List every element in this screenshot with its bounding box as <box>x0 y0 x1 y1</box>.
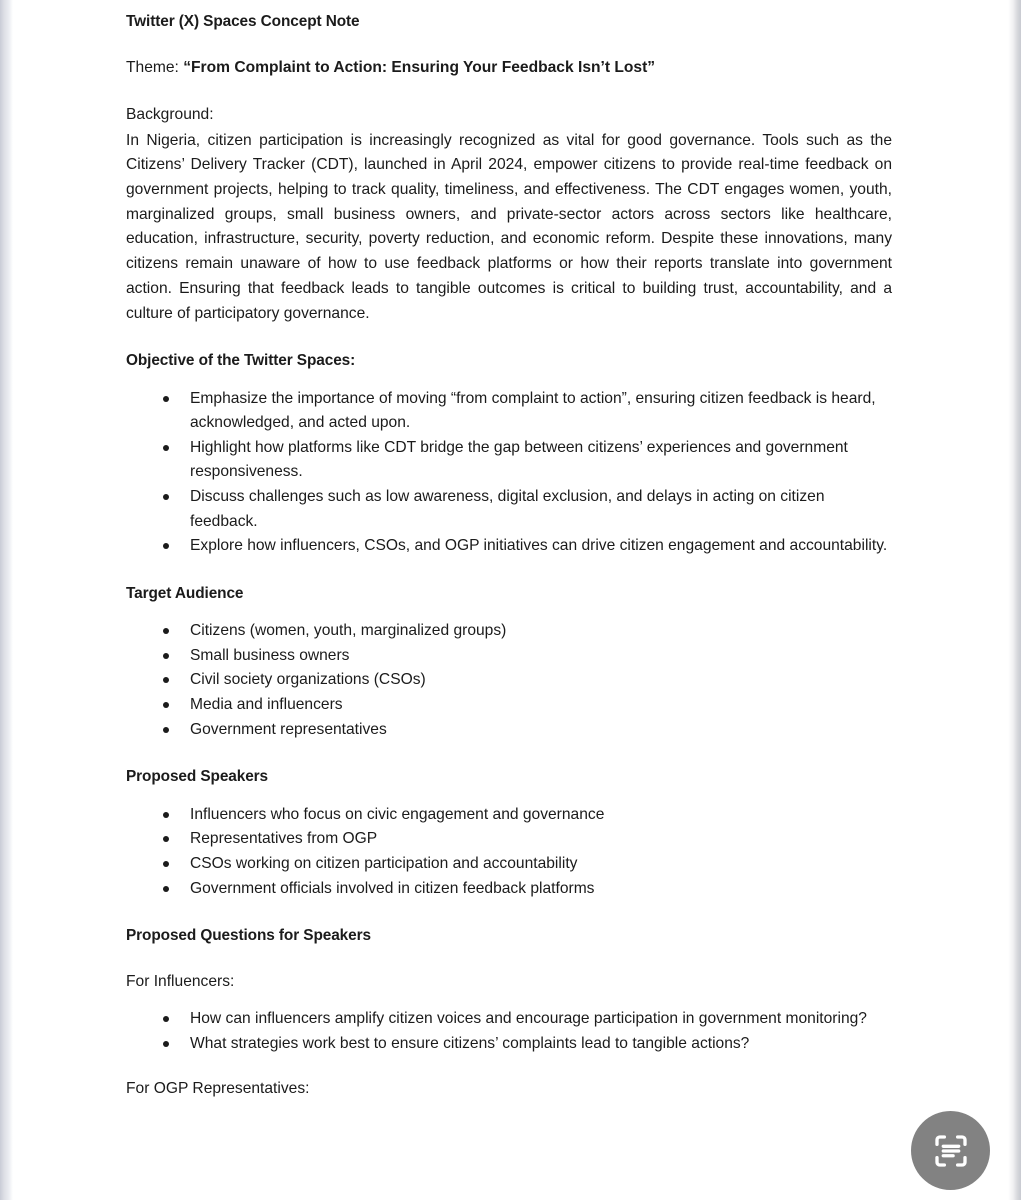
document-content <box>126 0 892 1102</box>
document-title: Twitter (X) Spaces Concept Note <box>126 13 360 30</box>
proposed-speakers-bullet-list <box>126 803 892 902</box>
list-item: Government representatives <box>126 718 892 743</box>
list-item: Discuss challenges such as low awareness, digital exclusion, and delays in acting on citizen feedback. <box>126 485 892 534</box>
scan-text-button[interactable] <box>911 1111 990 1190</box>
target-audience-bullet-list <box>126 619 892 742</box>
list-item: Civil society organizations (CSOs) <box>126 668 892 693</box>
theme-label: Theme: <box>126 59 184 77</box>
list-item: Media and influencers <box>126 693 892 718</box>
list-item: Highlight how platforms like CDT bridge the gap between citizens’ experiences and government responsiveness. <box>126 436 892 485</box>
list-item: Small business owners <box>126 644 892 669</box>
list-item: Citizens (women, youth, marginalized groups) <box>126 619 892 644</box>
list-item: Representatives from OGP <box>126 827 892 852</box>
scan-text-icon <box>930 1130 972 1172</box>
for-influencers-label: For Influencers: <box>126 972 235 990</box>
list-item: What strategies work best to ensure citizens’ complaints lead to tangible actions? <box>126 1032 892 1057</box>
list-item: Government officials involved in citizen feedback platforms <box>126 877 892 902</box>
document-page <box>13 0 1008 1200</box>
objective-bullet-list <box>126 387 892 559</box>
list-item: Emphasize the importance of moving “from complaint to action”, ensuring citizen feedback is heard, acknowledged, and acted upon. <box>126 387 892 436</box>
section-heading-objective: Objective of the Twitter Spaces: <box>126 352 356 370</box>
list-item: CSOs working on citizen participation and accountability <box>126 852 892 877</box>
influencer-questions-bullet-list <box>126 1007 892 1056</box>
list-item: Influencers who focus on civic engagement and governance <box>126 803 892 828</box>
section-heading-proposed-questions: Proposed Questions for Speakers <box>126 927 371 945</box>
theme-value: “From Complaint to Action: Ensuring Your Feedback Isn’t Lost” <box>183 59 656 77</box>
list-item: Explore how influencers, CSOs, and OGP initiatives can drive citizen engagement and accountability. <box>126 534 892 559</box>
list-item: How can influencers amplify citizen voices and encourage participation in government monitoring? <box>126 1007 892 1032</box>
section-heading-proposed-speakers: Proposed Speakers <box>126 768 269 786</box>
background-paragraph: In Nigeria, citizen participation is increasingly recognized as vital for good governance. Tools such as the Citizens’ Delivery Tracker (CDT), launched in April 2024, empower citizens to provide real-time feedback on government projects, helping to track quality, timeliness, and effectiveness. The CDT engages women, youth, marginalized groups, small business owners, and private-sector actors across sectors like healthcare, education, infrastructure, security, poverty reduction, and economic reform. Despite these innovations, many citizens remain unaware of how to use feedback platforms or how their reports translate into government action. Ensuring that feedback leads to tangible outcomes is critical to building trust, accountability, and a culture of participatory governance. <box>126 131 892 322</box>
background-label: Background: <box>126 105 214 123</box>
theme-line <box>126 56 892 81</box>
for-ogp-representatives-label: For OGP Representatives: <box>126 1080 310 1098</box>
section-heading-target-audience: Target Audience <box>126 584 244 602</box>
